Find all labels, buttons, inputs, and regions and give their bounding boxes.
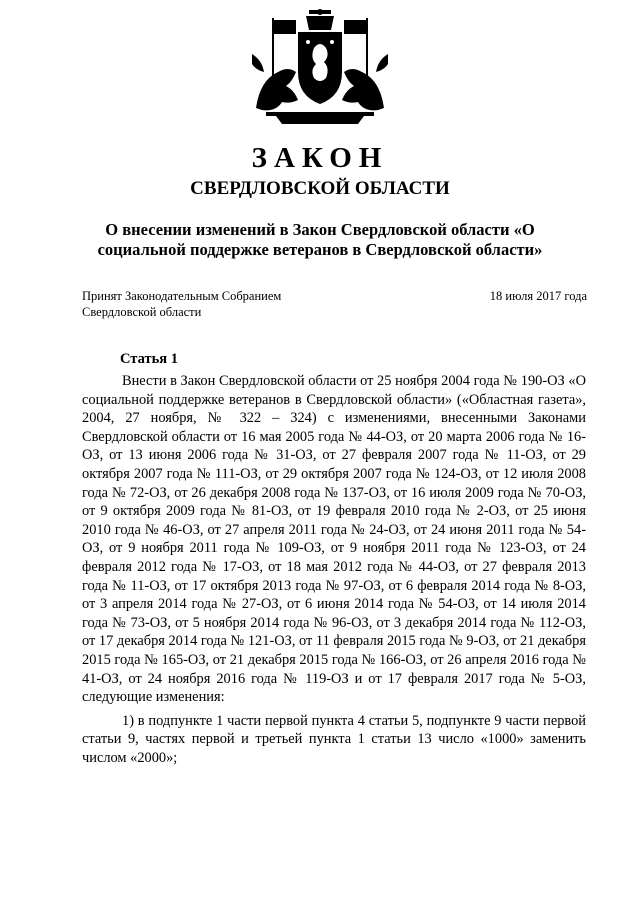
sverdlovsk-coat-of-arms-icon: [246, 8, 394, 126]
adopted-by: [82, 289, 281, 320]
law-title: ЗАКОН: [251, 142, 389, 174]
article-paragraph: Внести в Закон Свердловской области от 25 ноября 2004 года № 190-ОЗ «О социальной поддержке ветеранов в Свердловской области» («Областная газета», 2004, 27 ноября, № 322 – 324) с изменениями, внесенными Законами Свердловской области от 16 мая 2005 года № 44-ОЗ, от 20 марта 2006 года № 16-ОЗ, от 13 июня 2006 года № 31-ОЗ, от 27 февраля 2007 года № 11-ОЗ, от 29 октября 2007 года № 111-ОЗ, от 29 октября 2007 года № 124-ОЗ, от 12 июля 2008 года № 72-ОЗ, от 26 декабря 2008 года № 137-ОЗ, от 16 июля 2009 года № 70-ОЗ, от 9 октября 2009 года № 81-ОЗ, от 19 февраля 2010 года № 2-ОЗ, от 25 июня 2010 года № 46-ОЗ, от 27 апреля 2011 года № 24-ОЗ, от 24 июня 2011 года № 54-ОЗ, от 9 ноября 2011 года № 109-ОЗ, от 9 ноября 2011 года № 123-ОЗ, от 24 февраля 2012 года № 17-ОЗ, от 18 мая 2012 года № 44-ОЗ, от 27 февраля 2013 года № 11-ОЗ, от 17 октября 2013 года № 97-ОЗ, от 6 февраля 2014 года № 8-ОЗ, от 3 апреля 2014 года № 27-ОЗ, от 6 июня 2014 года № 54-ОЗ, от 14 июля 2014 года № 73-ОЗ, от 5 ноября 2014 года № 96-ОЗ, от 3 декабря 2014 года № 112-ОЗ, от 17 декабря 2014 года № 121-ОЗ, от 11 февраля 2015 года № 9-ОЗ, от 21 декабря 2015 года № 165-ОЗ, от 21 декабря 2015 года № 166-ОЗ, от 26 апреля 2016 года № 41-ОЗ, от 24 ноября 2016 года № 119-ОЗ и от 17 февраля 2017 года № 5-ОЗ, следующие изменения:: [82, 373, 586, 706]
region-title: СВЕРДЛОВСКОЙ ОБЛАСТИ: [190, 178, 450, 199]
adopted-line-1: Принят Законодательным Собранием: [82, 289, 282, 303]
adoption-date: 18 июля 2017 года: [489, 289, 587, 303]
adopted-line-2: Свердловской области: [82, 304, 202, 319]
article-body: [82, 372, 586, 767]
article-paragraph: 1) в подпункте 1 части первой пункта 4 статьи 5, подпункте 9 части первой статьи 9, частях первой и третьей пункта 1 статьи 13 число «1000» заменить числом «2000»;: [82, 712, 586, 766]
law-subtitle: О внесении изменений в Закон Свердловской области «О социальной поддержке ветеранов в Свердловской области»: [97, 220, 543, 259]
article-heading: Статья 1: [120, 351, 178, 367]
